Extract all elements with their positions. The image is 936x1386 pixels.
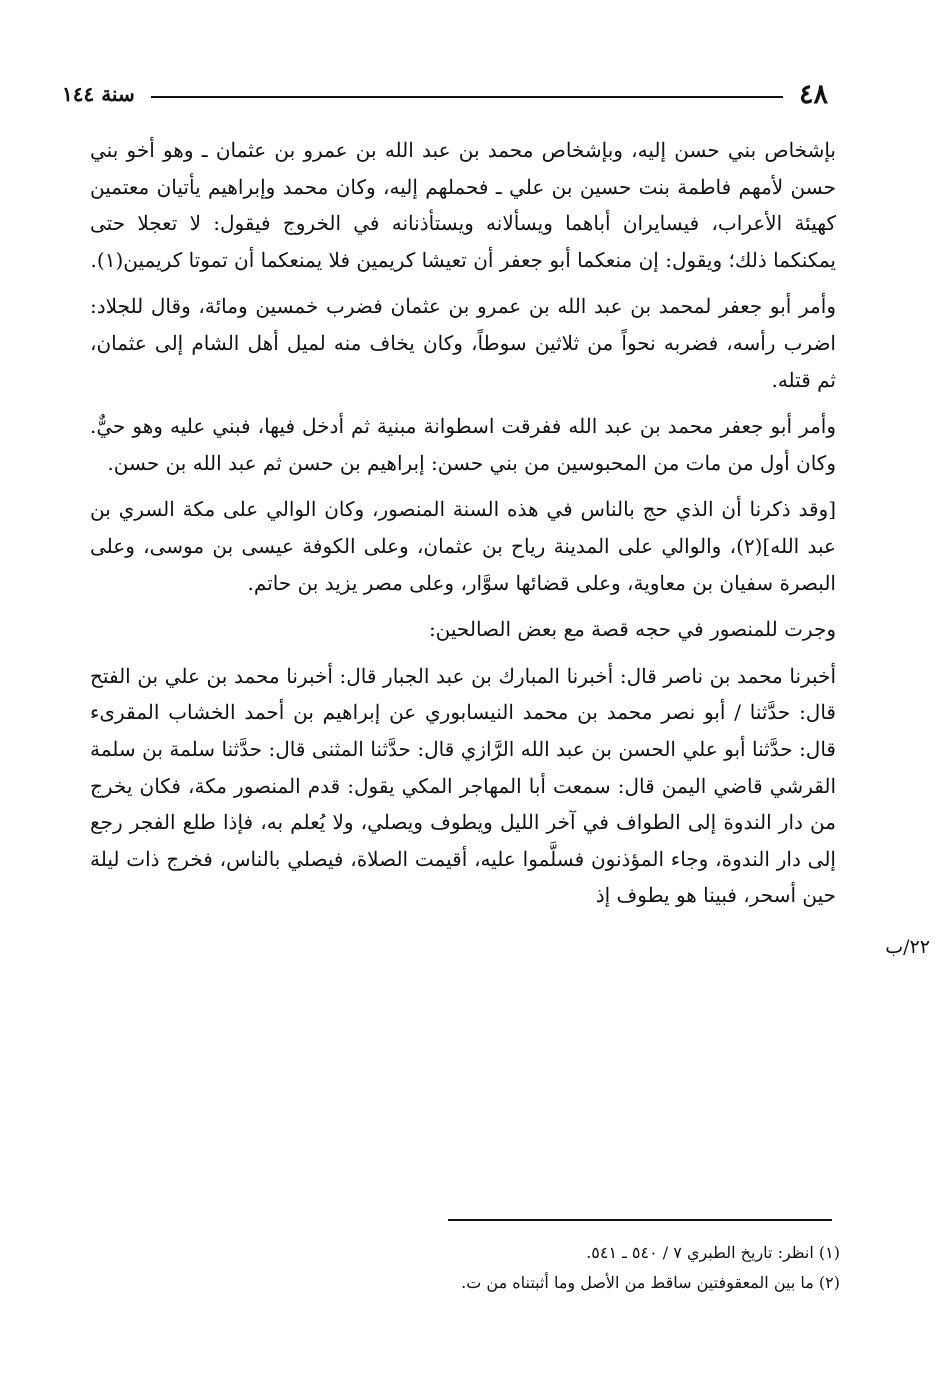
page-header [62, 74, 828, 114]
header-rule [151, 96, 783, 98]
running-head: سنة ١٤٤ [62, 82, 135, 106]
footnote: (١) انظر: تاريخ الطبري ٧ / ٥٤٠ ـ ٥٤١. [586, 1243, 840, 1262]
paragraph: وأمر أبو جعفر لمحمد بن عبد الله بن عمرو بن عثمان فضرب خمسين ومائة، وقال للجلاد: اضرب رأسه، فضربه نحواً من ثلاثين سوطاً، وكان يخاف منه لميل أهل الشام إلى عثمان، ثم قتله. [90, 294, 836, 392]
paragraph: وأمر أبو جعفر محمد بن عبد الله ففرقت اسطوانة مبنية ثم أدخل فيها، فبني عليه وهو حيٌّ. وكان أول من مات من المحبوسين من بني حسن: إبراهيم بن حسن ثم عبد الله بن حسن. [90, 414, 836, 475]
footnotes [100, 1238, 840, 1298]
footnote: (٢) ما بين المعقوفتين ساقط من الأصل وما أثبتناه من ت. [461, 1273, 840, 1292]
paragraph: بإشخاص بني حسن إليه، وبإشخاص محمد بن عبد الله بن عمرو بن عثمان ـ وهو أخو بني حسن لأمهم فاطمة بنت حسين بن علي ـ فحملهم إليه، وكان محمد وإبراهيم يأتيان معتمين كهيئة الأعراب، فيسايران أباهما ويسألانه ويستأذنانه في الخروج فيقول: لا تعجلا حتى يمكنكما ذلك؛ ويقول: إن منعكما أبو جعفر أن تعيشا كريمين فلا يمنعكما أن تموتا كريمين(١). [90, 138, 836, 272]
body-text [90, 132, 836, 924]
paragraph: [وقد ذكرنا أن الذي حج بالناس في هذه السنة المنصور، وكان الوالي على مكة السري بن عبد الله](٢)، والوالي على المدينة رياح بن عثمان، وعلى الكوفة عيسى بن موسى، وعلى البصرة سفيان بن معاوية، وعلى قضائها سوَّار، وعلى مصر يزيد بن حاتم. [90, 497, 836, 595]
page-number: ٤٨ [798, 78, 828, 110]
paragraph: وجرت للمنصور في حجه قصة مع بعض الصالحين: [428, 617, 836, 642]
paragraph: أخبرنا محمد بن ناصر قال: أخبرنا المبارك بن عبد الجبار قال: أخبرنا محمد بن علي بن الفتح قال: حدَّثنا / أبو نصر محمد بن محمد النيسابوري عن إبراهيم بن أحمد الخشاب المقرىء قال: حدَّثنا أبو علي الحسن بن عبد الله الرَّازي قال: حدَّثنا المثنى قال: حدَّثنا سلمة بن سلمة القرشي قاضي اليمن قال: سمعت أبا المهاجر المكي يقول: قدم المنصور مكة، فكان يخرج من دار الندوة إلى الطواف في آخر الليل ويطوف ويصلي، ولا يُعلم به، فإذا طلع الفجر رجع إلى دار الندوة، وجاء المؤذنون فسلَّموا عليه، أقيمت الصلاة، فيصلي بالناس، فخرج ذات ليلة حين أسحر، فبينا هو يطوف إذ [90, 663, 836, 908]
footnote-rule [448, 1219, 832, 1221]
folio-margin-note: ٢٢/ب [885, 936, 930, 958]
